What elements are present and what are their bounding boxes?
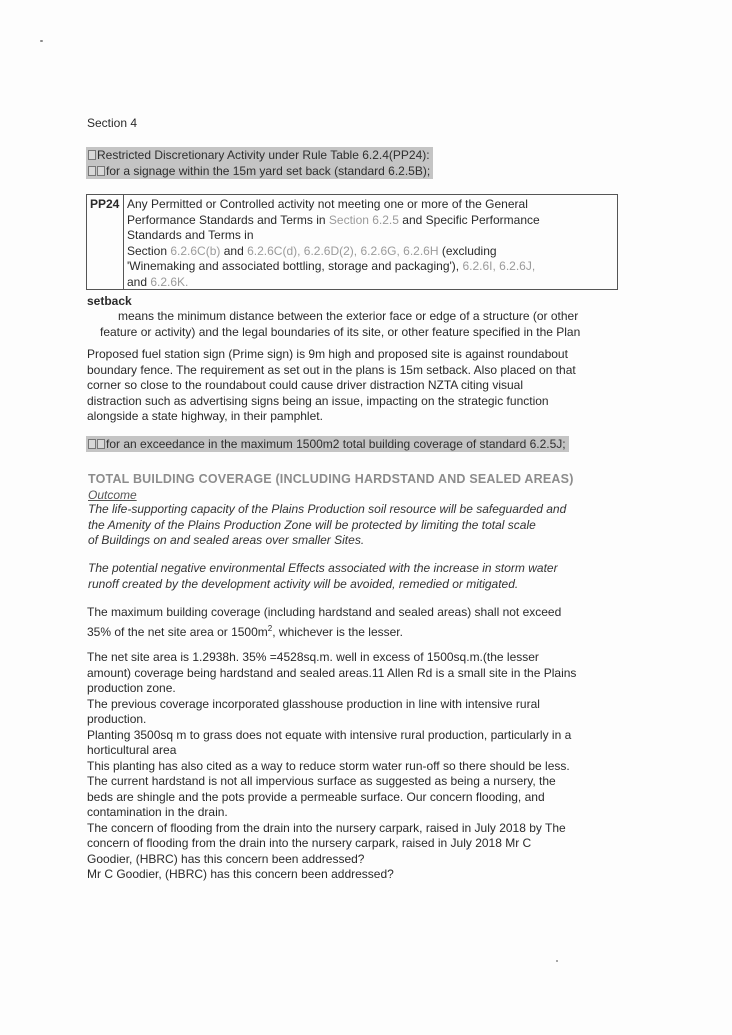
outcome-paragraph <box>88 502 566 549</box>
highlight-coverage-line <box>86 436 569 452</box>
pp24-text: 'Winemaking and associated bottling, storage and packaging'), <box>127 259 463 273</box>
max-coverage-paragraph <box>87 605 561 640</box>
checkbox-glyph-icon <box>88 150 96 160</box>
pp24-line: Any Permitted or Controlled activity not meeting one or more of the General <box>127 197 528 211</box>
paragraph-line: Mr C Goodier, (HBRC) has this concern been addressed? <box>87 867 394 881</box>
fuel-sign-paragraph <box>87 347 576 425</box>
section-reference: 6.2.6C(d), 6.2.6D(2), 6.2.6G, 6.2.6H <box>247 243 439 258</box>
paragraph-line: production. <box>87 712 147 726</box>
signage-text: for a signage within the 15m yard set back (standard 6.2.5B); <box>106 164 431 178</box>
checkbox-glyph-icon <box>97 439 105 449</box>
pp24-line <box>127 259 612 275</box>
highlight-signage-line <box>86 163 433 179</box>
paragraph-line: beds are shingle and the pots provide a permeable surface. Our concern flooding, and <box>87 789 545 804</box>
paragraph-line: The maximum building coverage (including hardstand and sealed areas) shall not exceed <box>87 605 562 619</box>
coverage-text: for an exceedance in the maximum 1500m2 total building coverage of standard 6.2.5J; <box>106 437 566 451</box>
pp24-text: Section <box>127 243 171 258</box>
paragraph-line: Proposed fuel station sign (Prime sign) is 9m high and proposed site is against roundabout <box>87 347 568 361</box>
paragraph-line: concern of flooding from the drain into the nursery carpark, raised in July 2018 Mr C <box>87 836 532 850</box>
paragraph-line: Planting 3500sq m to grass does not equate with intensive rural production, particularly in a <box>87 727 572 742</box>
definition-line: means the minimum distance between the exterior face or edge of a structure (or other <box>118 309 579 323</box>
coverage-heading: TOTAL BUILDING COVERAGE (INCLUDING HARDSTAND AND SEALED AREAS) <box>88 472 574 486</box>
paragraph-line: alongside a state highway, in their pamphlet. <box>87 409 323 423</box>
paragraph-line <box>87 621 561 641</box>
effects-paragraph <box>88 561 558 592</box>
section-reference: 6.2.6C(b) <box>170 243 221 258</box>
pp24-text: (excluding <box>438 243 497 258</box>
paragraph-line: corner so close to the roundabout could cause driver distraction NZTA citing visual <box>87 378 523 392</box>
checkbox-glyph-icon <box>97 166 105 176</box>
pp24-text: and <box>127 274 151 289</box>
section-title: Section 4 <box>87 116 138 130</box>
paragraph-line: amount) coverage being hardstand and sealed areas.11 Allen Rd is a small site in the Plains <box>87 665 577 680</box>
pp24-line: Standards and Terms in <box>127 228 254 242</box>
pp24-line <box>127 275 612 291</box>
pp24-code: PP24 <box>90 197 120 211</box>
checkbox-glyph-icon <box>88 439 96 449</box>
scan-speck <box>556 960 558 962</box>
paragraph-line: Goodier, (HBRC) has this concern been addressed? <box>87 851 365 866</box>
pp24-table <box>86 194 618 290</box>
rule-text: Restricted Discretionary Activity under Rule Table 6.2.4(PP24): <box>97 148 430 162</box>
paragraph-line: horticultural area <box>87 743 177 757</box>
pp24-line <box>127 213 612 229</box>
setback-term: setback <box>87 294 132 308</box>
paragraph-line: The life-supporting capacity of the Plains Production soil resource will be safeguarded and <box>88 502 567 516</box>
highlight-rule-line <box>86 147 433 163</box>
definition-line: feature or activity) and the legal boundaries of its site, or other feature specified in the Plan <box>100 324 581 339</box>
paragraph-line: boundary fence. The requirement as set out in the plans is 15m setback. Also placed on that <box>87 362 576 377</box>
net-site-paragraph <box>87 650 576 883</box>
section-reference: Section 6.2.5 <box>328 212 399 227</box>
pp24-description <box>127 197 612 290</box>
pp24-text: and Specific Performance <box>398 212 540 227</box>
section-reference: 6.2.6I, 6.2.6J, <box>462 259 536 273</box>
table-divider <box>123 195 124 289</box>
section-reference: 6.2.6K. <box>150 274 189 289</box>
paragraph-line: of Buildings on and sealed areas over smaller Sites. <box>88 533 365 547</box>
paragraph-line: The previous coverage incorporated glasshouse production in line with intensive rural <box>87 696 540 711</box>
pp24-text: and <box>220 243 248 258</box>
superscript: 2 <box>267 623 273 633</box>
paragraph-line: The potential negative environmental Effects associated with the increase in storm water <box>88 561 558 575</box>
outcome-heading: Outcome <box>88 488 137 502</box>
paragraph-line: runoff created by the development activity will be avoided, remedied or mitigated. <box>88 576 519 591</box>
paragraph-line: The current hardstand is not all impervious surface as suggested as being a nursery, the <box>87 774 556 788</box>
paragraph-line: contamination in the drain. <box>87 805 228 819</box>
paragraph-line: This planting has also cited as a way to reduce storm water run-off so there should be less. <box>87 758 570 773</box>
pp24-text: Performance Standards and Terms in <box>127 212 329 227</box>
paragraph-line: The concern of flooding from the drain into the nursery carpark, raised in July 2018 by The <box>87 820 566 835</box>
checkbox-glyph-icon <box>88 166 96 176</box>
scan-speck <box>40 40 43 42</box>
paragraph-text: 35% of the net site area or 1500m <box>87 624 268 639</box>
paragraph-line: production zone. <box>87 681 176 695</box>
paragraph-line: distraction such as advertising signs being an issue, impacting on the strategic function <box>87 393 549 408</box>
setback-definition <box>100 309 622 340</box>
paragraph-line: the Amenity of the Plains Production Zone will be protected by limiting the total scale <box>88 517 536 532</box>
pp24-line <box>127 244 612 260</box>
paragraph-line: The net site area is 1.2938h. 35% =4528sq.m. well in excess of 1500sq.m.(the lesser <box>87 650 539 664</box>
paragraph-text: , whichever is the lesser. <box>272 624 403 639</box>
